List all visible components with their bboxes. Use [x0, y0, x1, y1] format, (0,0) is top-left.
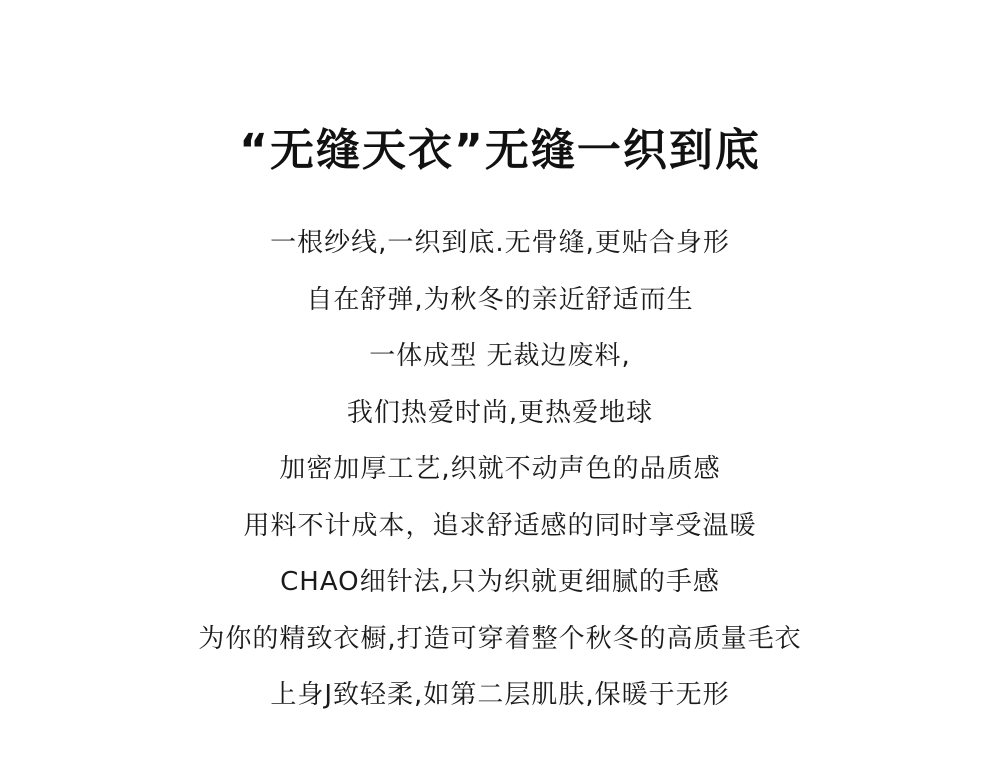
description-line: 一体成型 无裁边废料,	[369, 341, 631, 371]
description-line: 一根纱线,一织到底.无骨缝,更贴合身形	[270, 228, 730, 258]
description-line: 加密加厚工艺,织就不动声色的品质感	[279, 454, 721, 484]
description-line: 上身J致轻柔,如第二层肌肤,保暖于无形	[270, 680, 730, 710]
description-line: 用料不计成本，追求舒适感的同时享受温暖	[243, 510, 757, 541]
page-title: “无缝天衣”无缝一织到底	[239, 125, 761, 177]
description-line: 为你的精致衣橱,打造可穿着整个秋冬的高质量毛衣	[198, 623, 802, 654]
description-lines	[0, 220, 1000, 729]
description-line: CHAO细针法,只为织就更细腻的手感	[280, 567, 720, 597]
description-line: 我们热爱时尚,更热爱地球	[346, 397, 654, 428]
description-line: 自在舒弹,为秋冬的亲近舒适而生	[306, 284, 694, 315]
